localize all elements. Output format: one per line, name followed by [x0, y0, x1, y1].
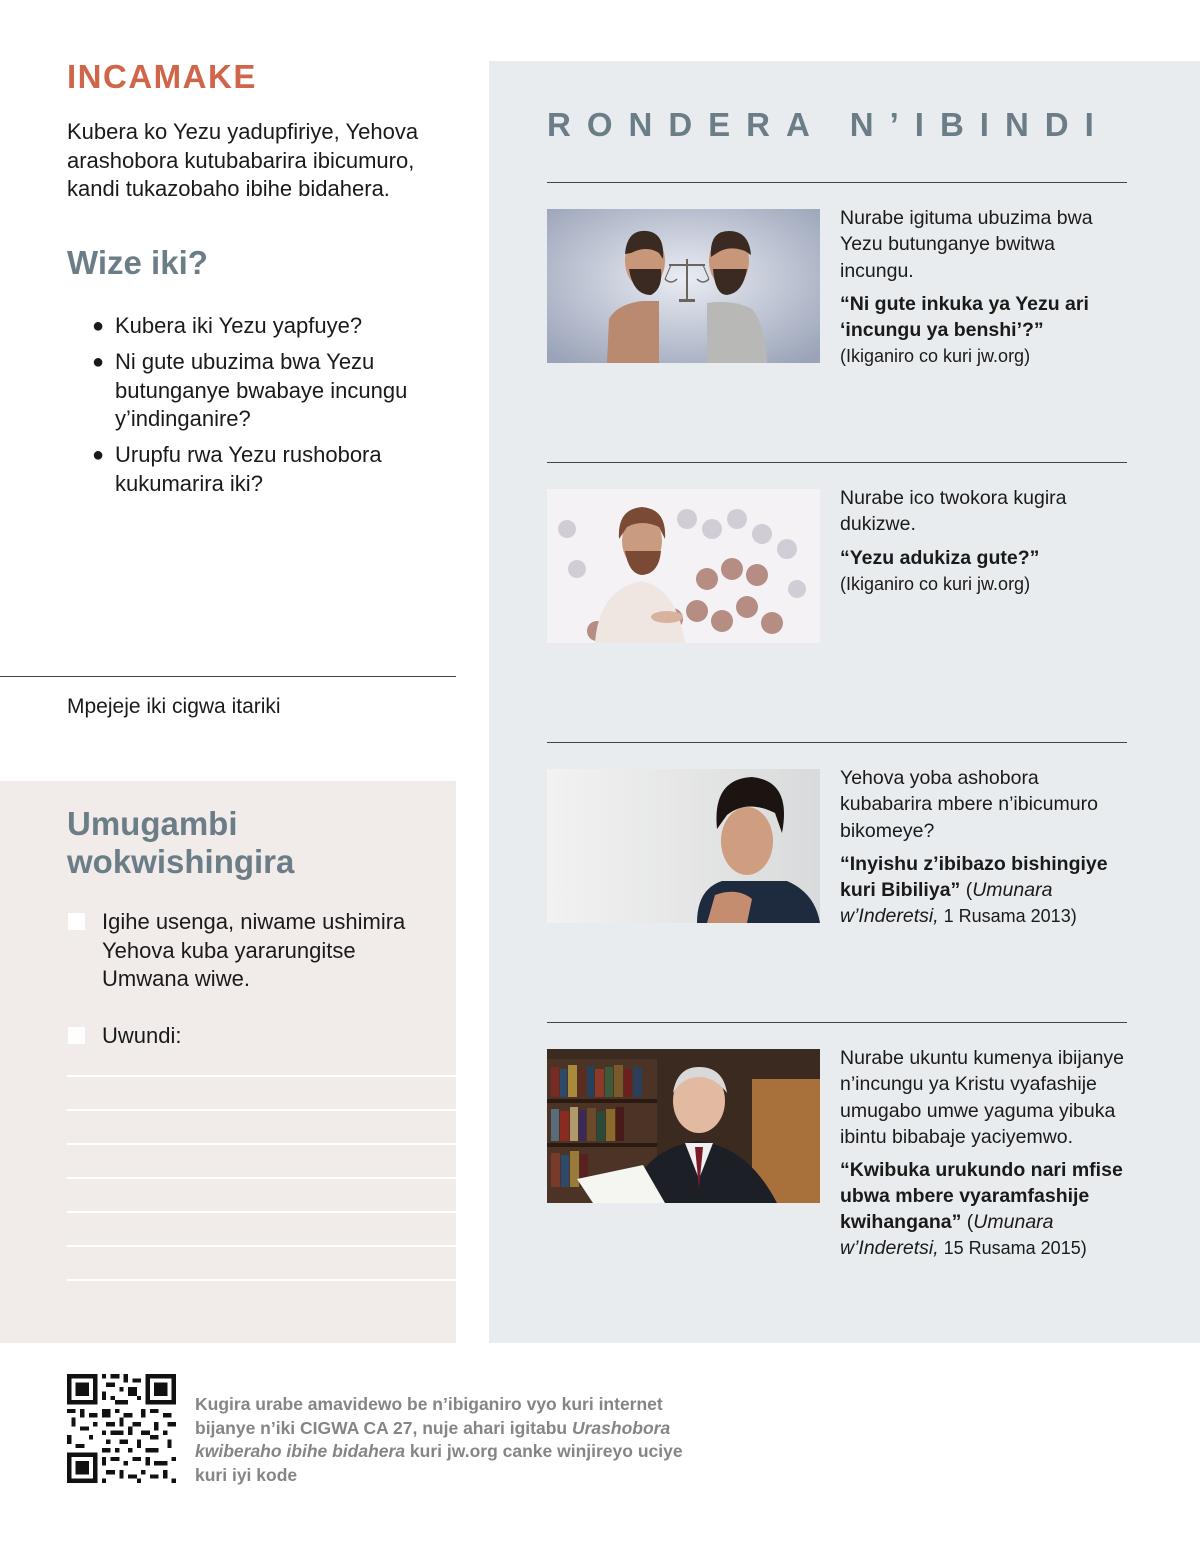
writing-line[interactable] — [67, 1177, 456, 1179]
article-title: “Kwibuka urukundo nari mfise ubwa mbere vyaramfashije kwihangana” — [840, 1159, 1123, 1234]
writing-line[interactable] — [67, 1245, 456, 1247]
bullet-icon: ● — [92, 315, 105, 337]
article-link[interactable]: “Ni gute inkuka ya Yezu ari ‘incungu ya benshi’?” — [840, 292, 1089, 341]
two-men-scales-image — [547, 209, 820, 363]
entry-description: Nurabe ukuntu kumenya ibijanye n’incungu ya Kristu vyafashije umugabo umwe yaguma yibuka ibintu bibabaje yaciyemwo. — [840, 1047, 1125, 1148]
question-text: Urupfu rwa Yezu rushobora kukumarira iki? — [115, 442, 382, 496]
entry-description: Yehova yoba ashobora kubabarira mbere n’ibicumuro bikomeye? — [840, 767, 1098, 842]
review-questions-list — [90, 312, 450, 506]
goal-item[interactable] — [68, 908, 438, 994]
list-item — [90, 312, 450, 341]
writing-line[interactable] — [67, 1109, 456, 1111]
entry-divider — [547, 742, 1127, 743]
section-divider — [0, 676, 456, 677]
footer-text-part: Kugira urabe amavidewo be n’ibiganiro vyo kuri internet bijanye n’iki CIGWA CA 27, nuje ahari igitabu — [195, 1394, 663, 1438]
goals-heading: Umugambi wokwishingira — [67, 805, 295, 880]
summary-heading: INCAMAKE — [67, 58, 257, 95]
writing-line[interactable] — [67, 1211, 456, 1213]
bullet-icon: ● — [92, 351, 105, 373]
jesus-crowd-image — [547, 489, 820, 643]
publication-date: 1 Rusama 2013) — [938, 905, 1077, 926]
article-source-open: ( — [961, 1211, 974, 1234]
further-reading-entry[interactable] — [840, 1045, 1130, 1261]
further-reading-heading: RONDERA N’IBINDI — [547, 106, 1110, 143]
goal-text: Uwundi: — [102, 1023, 182, 1048]
writing-line[interactable] — [67, 1143, 456, 1145]
completion-date-label: Mpejeje iki cigwa itariki — [67, 695, 281, 718]
article-source: (Ikiganiro co kuri jw.org) — [840, 573, 1031, 594]
man-praying-image — [547, 769, 820, 923]
publication-date: 15 Rusama 2015) — [938, 1238, 1087, 1259]
article-source-open: ( — [960, 878, 973, 901]
entry-description: Nurabe ico twokora kugira dukizwe. — [840, 487, 1067, 536]
article-link[interactable] — [840, 851, 1130, 929]
question-text: Ni gute ubuzima bwa Yezu butunganye bwabaye incungu y’indinganire? — [115, 349, 408, 431]
goal-checkbox[interactable] — [68, 1027, 85, 1044]
further-reading-entry[interactable] — [840, 205, 1130, 369]
goal-text: Igihe usenga, niwame ushimira Yehova kuba yararungitse Umwana wiwe. — [102, 909, 406, 991]
publication-name: Umunara w’Inderetsi, — [840, 1211, 1054, 1260]
bullet-icon: ● — [92, 444, 105, 466]
entry-description: Nurabe igituma ubuzima bwa Yezu butunganye bwitwa incungu. — [840, 207, 1093, 282]
article-title: “Inyishu z’ibibazo bishingiye kuri Bibiliya” — [840, 852, 1108, 901]
entry-divider — [547, 182, 1127, 183]
entry-divider — [547, 462, 1127, 463]
article-link[interactable]: “Yezu adukiza gute?” — [840, 546, 1040, 569]
question-text: Kubera iki Yezu yapfuye? — [115, 313, 363, 338]
qr-code-icon[interactable] — [67, 1374, 176, 1483]
further-reading-entry[interactable] — [840, 485, 1130, 597]
list-item — [90, 348, 450, 434]
further-reading-entry[interactable] — [840, 765, 1130, 929]
footer-text — [195, 1393, 695, 1488]
summary-text: Kubera ko Yezu yadupfiriye, Yehova arashobora kutubabarira ibicumuro, kandi tukazobaho ibihe bidahera. — [67, 119, 419, 201]
article-link[interactable] — [840, 1157, 1130, 1261]
man-reading-letter-image — [547, 1049, 820, 1203]
book-title: Urashobora kwiberaho ibihe bidahera — [195, 1417, 671, 1462]
article-source: (Ikiganiro co kuri jw.org) — [840, 345, 1031, 366]
entry-divider — [547, 1022, 1127, 1023]
publication-name: Umunara w’Inderetsi, — [840, 878, 1053, 927]
footer-text-part: kuri jw.org canke winjireyo uciye kuri iyi kode — [195, 1441, 683, 1486]
list-item — [90, 441, 450, 498]
goal-item-other[interactable] — [68, 1022, 438, 1051]
writing-line[interactable] — [67, 1075, 456, 1077]
writing-line[interactable] — [67, 1279, 456, 1281]
learn-heading: Wize iki? — [67, 244, 208, 281]
goal-checkbox[interactable] — [68, 913, 85, 930]
